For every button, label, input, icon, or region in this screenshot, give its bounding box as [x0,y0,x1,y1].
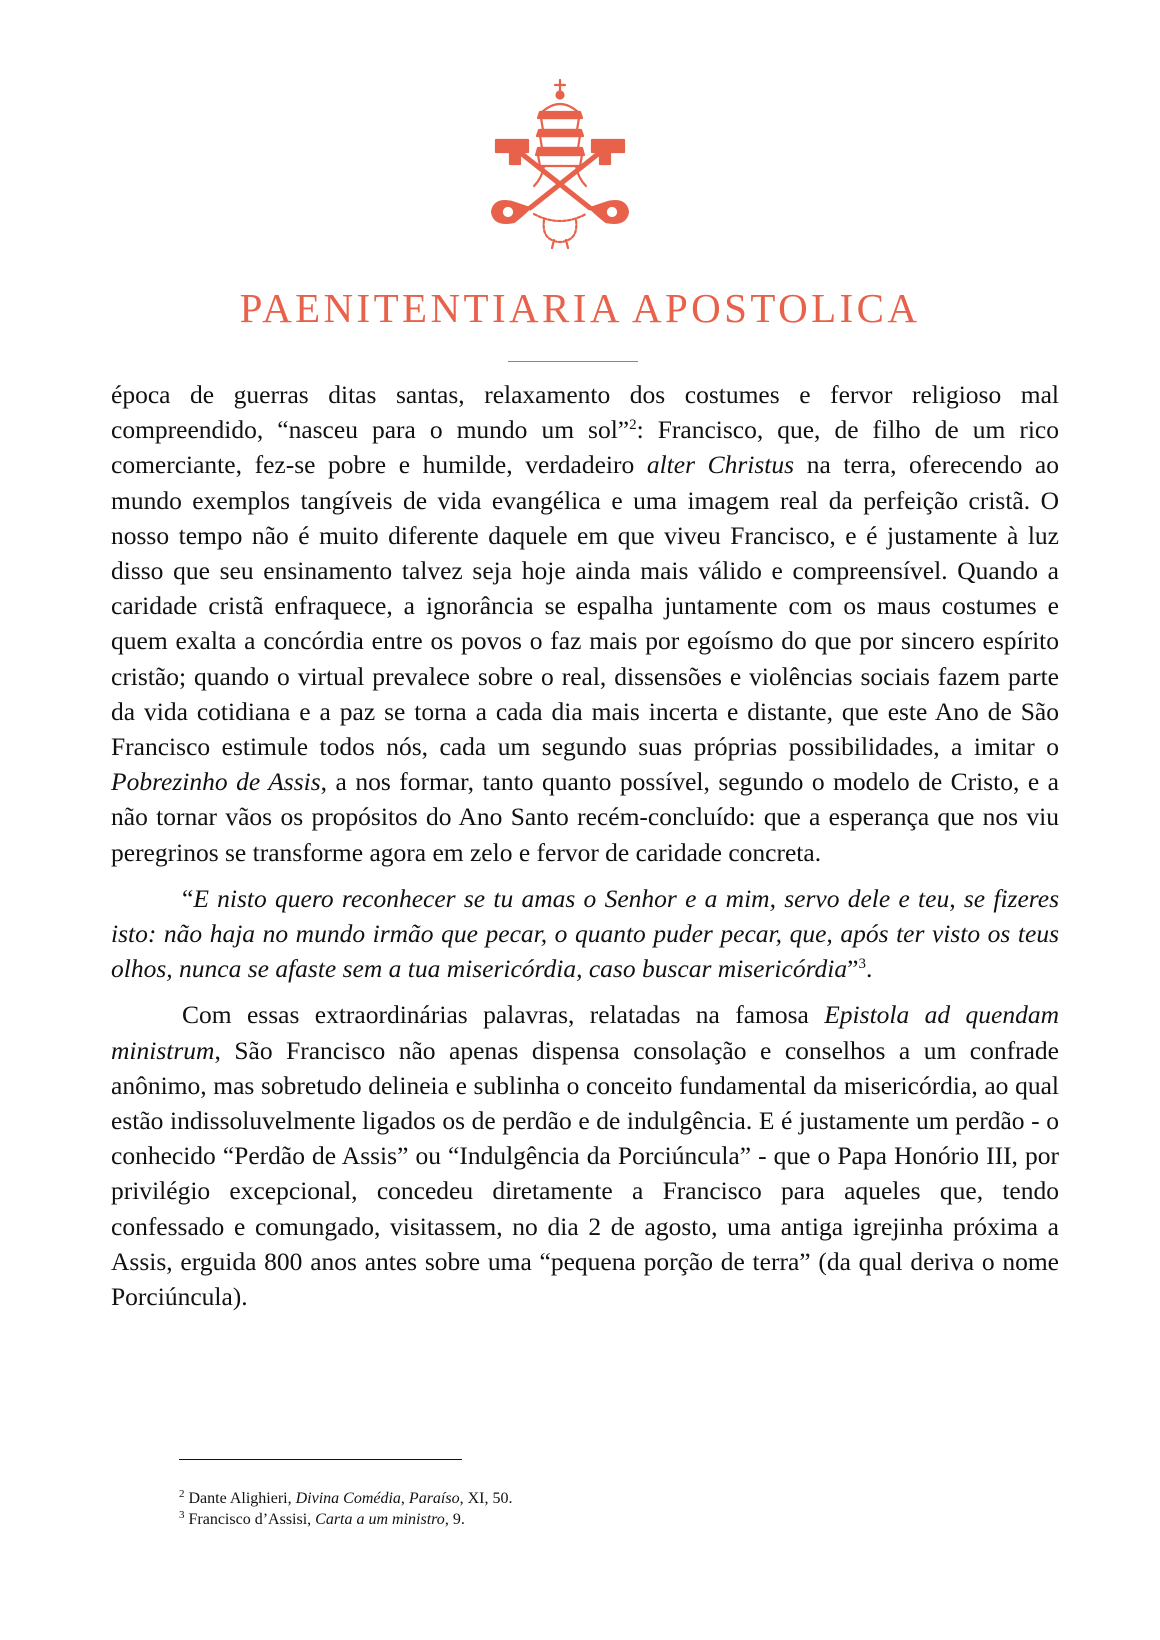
paragraph-3-italic: Epistola ad quendam ministrum [111,1000,1059,1065]
footnote-divider [179,1459,462,1460]
footnote-text: Francisco d’Assisi, [184,1511,316,1528]
footnote-italic: Carta a um ministro [315,1511,445,1528]
footnote-italic: Divina Comédia [295,1490,401,1507]
paragraph-3-text: , São Francisco não apenas dispensa consolação e conselhos a um confrade anônimo, mas sobretudo delineia e sublinha o conceito fundamental da misericórdia, ao qual estão indissoluvelmente ligados os de perdão e de indulgência. E é justamente um perdão - o conhecido “Perdão de Assis” ou “Indulgência da Porciúncula” - que o Papa Honório III, por privilégio excepcional, concedeu diretamente a Francisco para aqueles que, tendo confessado e comungado, visitassem, no dia 2 de agosto, uma antiga igrejinha próxima a Assis, erguida 800 anos antes sobre uma “pequena porção de terra” (da qual deriva o nome Porciúncula). [111,1035,1059,1312]
footnote-text: , [400,1490,409,1507]
paragraph-1-text: : Francisco, que, de filho de um rico comerciante, fez-se pobre e humilde, verdadeiro [111,415,1059,480]
quote-open: “ [182,883,194,913]
quote-text: E nisto quero reconhecer se tu amas o Senhor e a mim, servo dele e teu, se fizeres isto: não haja no mundo irmão que pecar, o quanto puder pecar, que, após ter visto os teus olhos, nunca se afaste sem a tua misericórdia, caso buscar misericórdia [111,883,1059,984]
paragraph-3-text: Com essas extraordinárias palavras, relatadas na famosa [182,1000,825,1030]
quote-end: . [865,954,873,984]
paragraph-1-text: época de guerras ditas santas, relaxamento dos costumes e fervor religioso mal compreendido, “nasceu para o mundo um sol” [111,380,1059,445]
paragraph-2-quote [111,881,1059,987]
footnote-ref-2: 2 [629,417,637,434]
footnote-text: , XI, 50. [459,1490,513,1507]
quote-close: ” [847,954,859,984]
papal-keys-tiara-emblem [482,78,638,250]
body-text [111,377,1059,1314]
footnote-3 [179,1509,1059,1530]
footnotes [179,1488,1059,1530]
paragraph-1-italic: Pobrezinho de Assis [111,767,321,797]
footnote-italic: Paraíso [408,1490,460,1507]
footnote-number: 2 [179,1488,185,1500]
paragraph-1 [111,377,1059,870]
footnote-2 [179,1488,1059,1509]
footnote-text: Dante Alighieri, [184,1490,296,1507]
paragraph-1-text: na terra, oferecendo ao mundo exemplos tangíveis de vida evangélica e uma imagem real da perfeição cristã. O nosso tempo não é muito diferente daquele em que viveu Francisco, e é justamente à luz disso que seu ensinamento talvez seja hoje ainda mais válido e compreensível. Quando a caridade cristã enfraquece, a ignorância se espalha juntamente com os maus costumes e quem exalta a concórdia entre os povos o faz mais por egoísmo do que por sincero espírito cristão; quando o virtual prevalece sobre o real, dissensões e violências sociais fazem parte da vida cotidiana e a paz se torna a cada dia mais incerta e distante, que este Ano de São Francisco estimule todos nós, cada um segundo suas próprias possibilidades, a imitar o [111,450,1059,762]
footnote-number: 3 [179,1509,185,1521]
header-divider [508,361,638,362]
paragraph-1-italic: alter Christus [646,450,795,480]
footnote-text: , 9. [444,1511,465,1528]
paragraph-3 [111,997,1059,1314]
paragraph-1-text: , a nos formar, tanto quanto possível, segundo o modelo de Cristo, e a não tornar vãos os propósitos do Ano Santo recém-concluído: que a esperança que nos viu peregrinos se transforme agora em zelo e fervor de caridade concreta. [111,767,1059,867]
header-title: PAENITENTIARIA APOSTOLICA [239,285,921,331]
footnote-ref-3: 3 [858,956,866,973]
